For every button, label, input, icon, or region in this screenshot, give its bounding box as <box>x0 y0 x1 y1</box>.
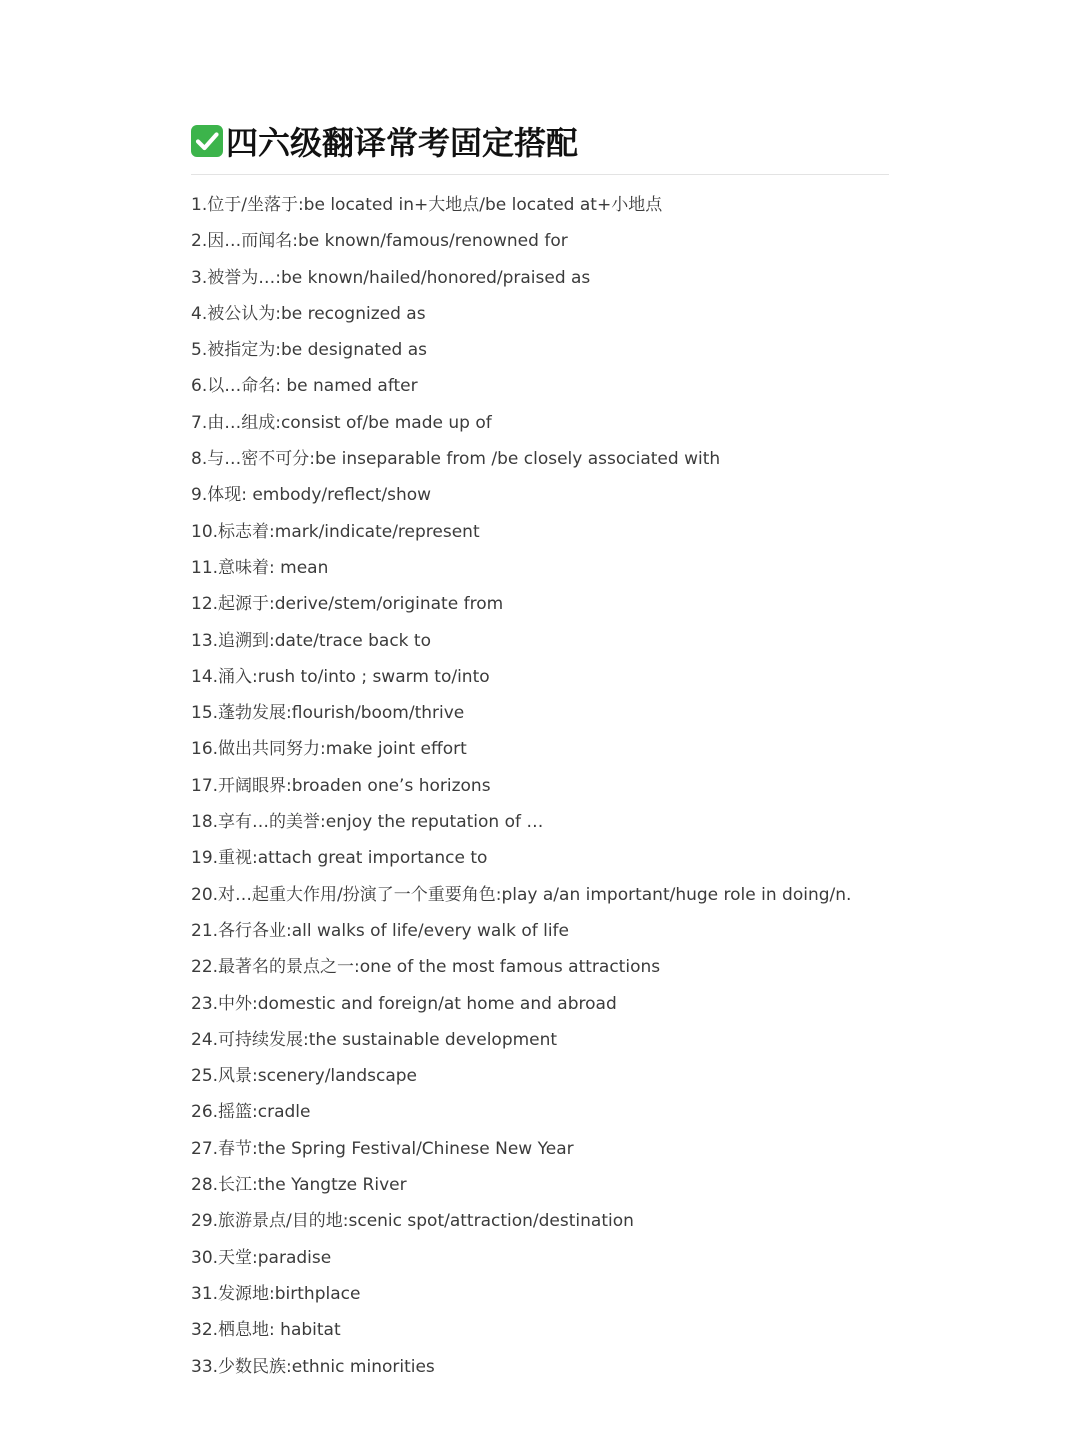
page-title: 四六级翻译常考固定搭配 <box>226 124 579 162</box>
list-item: 3.被誉为…:be known/hailed/honored/praised as <box>191 267 591 288</box>
check-mark-button-icon <box>191 125 223 157</box>
list-item: 25.风景:scenery/landscape <box>191 1066 418 1087</box>
document <box>191 118 891 1385</box>
list-item: 10.标志着:mark/indicate/represent <box>191 521 480 542</box>
list-item: 16.做出共同努力:make joint effort <box>191 739 467 760</box>
list-item: 19.重视:attach great importance to <box>191 848 488 869</box>
list-item: 15.蓬勃发展:flourish/boom/thrive <box>191 703 465 724</box>
divider <box>191 174 889 175</box>
list-item: 32.栖息地: habitat <box>191 1320 341 1341</box>
list-item: 23.中外:domestic and foreign/at home and abroad <box>191 993 617 1014</box>
list-item: 5.被指定为:be designated as <box>191 340 428 361</box>
list-item: 28.长江:the Yangtze River <box>191 1175 407 1196</box>
list-item: 24.可持续发展:the sustainable development <box>191 1029 558 1050</box>
list-item: 17.开阔眼界:broaden one’s horizons <box>191 775 491 796</box>
list-item: 20.对…起重大作用/扮演了一个重要角色:play a/an important/huge role in doing/n. <box>191 884 852 905</box>
title-row <box>191 118 891 164</box>
list-item: 2.因…而闻名:be known/famous/renowned for <box>191 231 568 252</box>
list-item: 8.与…密不可分:be inseparable from /be closely associated with <box>191 449 721 470</box>
phrase-list <box>191 187 891 1385</box>
list-item: 14.涌入:rush to/into ; swarm to/into <box>191 666 490 687</box>
list-item: 31.发源地:birthplace <box>191 1283 361 1304</box>
list-item: 26.摇篮:cradle <box>191 1102 311 1123</box>
list-item: 11.意味着: mean <box>191 557 329 578</box>
list-item: 7.由…组成:consist of/be made up of <box>191 412 492 433</box>
list-item: 1.位于/坐落于:be located in+大地点/be located at+小地点 <box>191 195 663 215</box>
list-item: 13.追溯到:date/trace back to <box>191 630 431 651</box>
list-item: 27.春节:the Spring Festival/Chinese New Year <box>191 1138 574 1159</box>
list-item: 18.享有…的美誉:enjoy the reputation of … <box>191 812 544 833</box>
list-item: 33.少数民族:ethnic minorities <box>191 1356 435 1377</box>
list-item: 9.体现: embody/reflect/show <box>191 485 432 506</box>
list-item: 29.旅游景点/目的地:scenic spot/attraction/destination <box>191 1211 634 1232</box>
list-item: 12.起源于:derive/stem/originate from <box>191 594 504 615</box>
list-item: 21.各行各业:all walks of life/every walk of life <box>191 920 569 941</box>
list-item: 30.天堂:paradise <box>191 1247 332 1268</box>
list-item: 6.以…命名: be named after <box>191 376 418 397</box>
list-item: 22.最著名的景点之一:one of the most famous attractions <box>191 957 661 978</box>
list-item: 4.被公认为:be recognized as <box>191 303 426 324</box>
